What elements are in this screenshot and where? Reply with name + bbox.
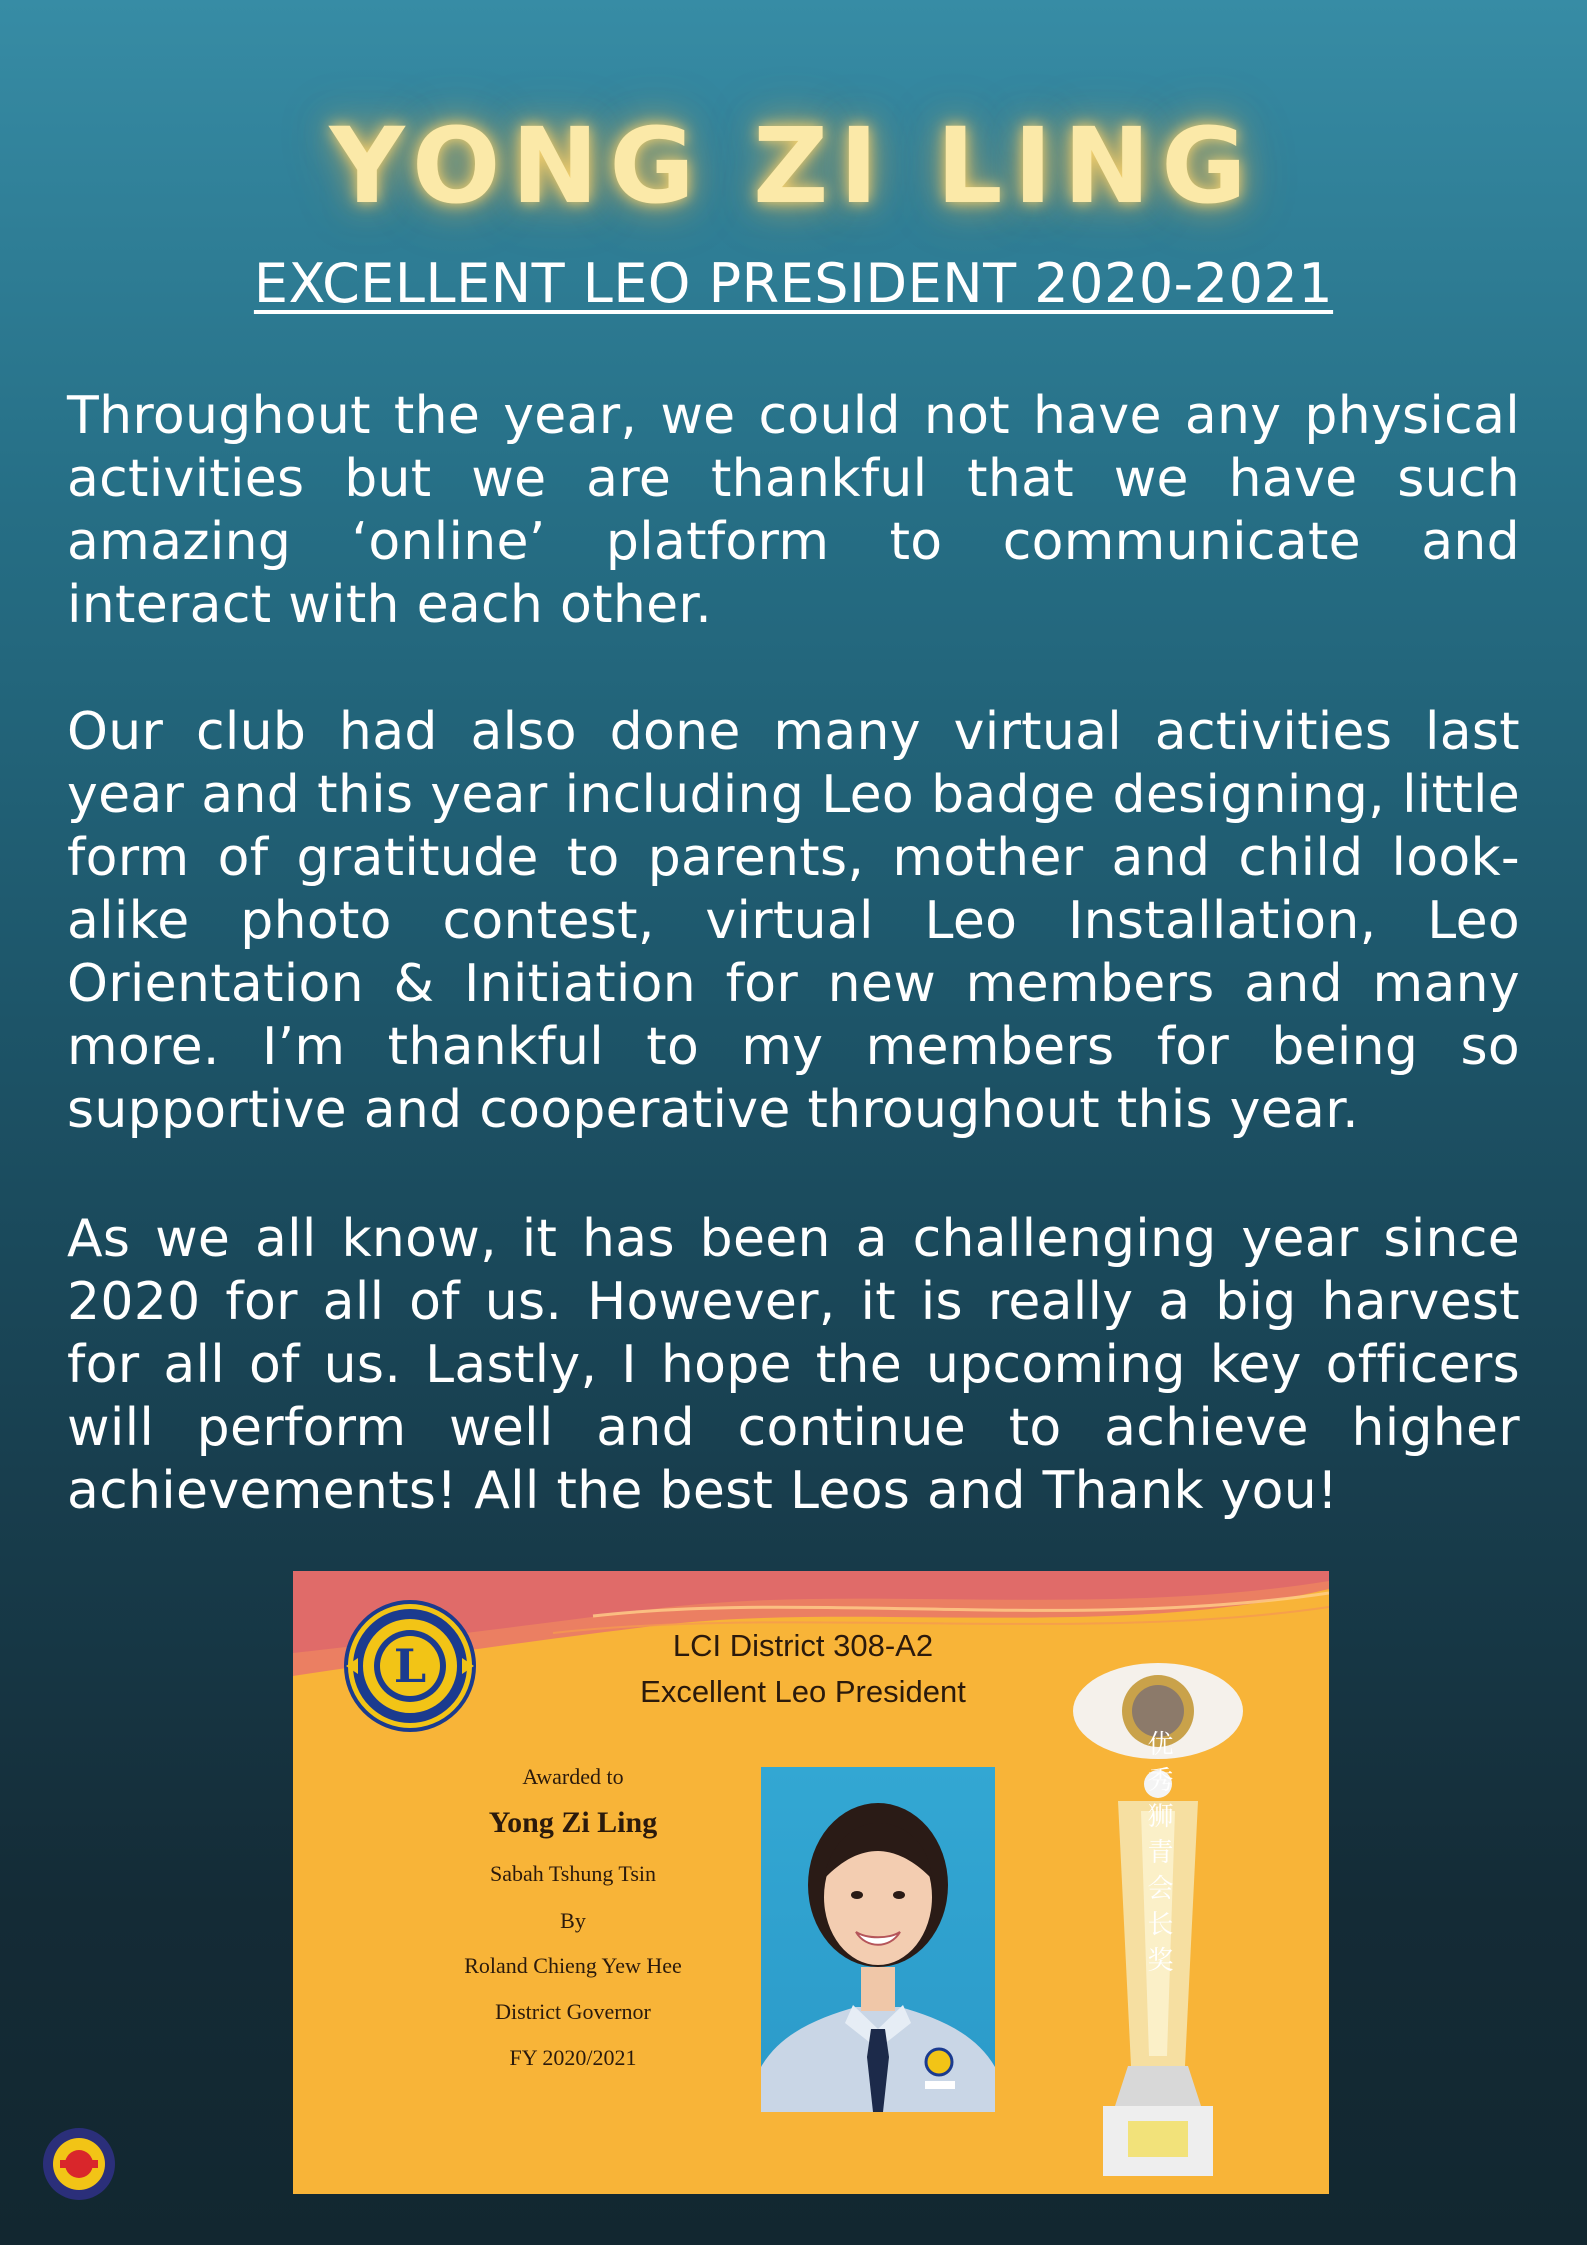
paragraph-online-platform: Throughout the year, we could not have any physical activities but we are thankful that we have such amazing ‘online’ platform to communicate and interact with each other. xyxy=(67,386,1520,635)
award-subtitle-text: EXCELLENT LEO PRESIDENT 2020-2021 xyxy=(253,252,1334,315)
award-subtitle xyxy=(0,252,1587,315)
page-title: YONG ZI LING xyxy=(329,105,1258,227)
certificate-fiscal-year: FY 2020/2021 xyxy=(509,2045,637,2070)
certificate-district-heading: LCI District 308-A2 xyxy=(672,1628,934,1663)
lions-clubs-logo xyxy=(340,1596,480,1736)
certificate-club-name: Sabah Tshung Tsin xyxy=(489,1861,656,1886)
certificate-recipient-name: Yong Zi Ling xyxy=(488,1806,658,1839)
trophy-illustration xyxy=(1033,1616,1283,2181)
svg-text:L: L xyxy=(393,1639,427,1693)
certificate-awarded-to: Awarded to xyxy=(522,1764,624,1789)
certificate-governor-name: Roland Chieng Yew Hee xyxy=(464,1953,682,1978)
portrait-illustration xyxy=(761,1767,995,2112)
club-emblem-logo xyxy=(40,2125,118,2203)
certificate-award-heading: Excellent Leo President xyxy=(640,1674,966,1709)
certificate-governor-title: District Governor xyxy=(495,1999,651,2024)
paragraph-closing: As we all know, it has been a challenging year since 2020 for all of us. However, it is really a big harvest for all of us. Lastly, I hope the upcoming key officers will perform well and continue to achieve higher achievements! All the best Leos and Thank you! xyxy=(67,1209,1520,1521)
recipient-portrait-photo xyxy=(761,1767,995,2112)
trophy-chinese-text: 优秀狮青会长奖 xyxy=(1143,1730,1173,1982)
paragraph-virtual-activities: Our club had also done many virtual activities last year and this year including Leo badge designing, little form of gratitude to parents, mother and child look-alike photo contest, virtual Leo Installation, Leo Orientation & Initiation for new members and many more. I’m thankful to my members for being so supportive and cooperative throughout this year. xyxy=(67,702,1520,1140)
certificate-by: By xyxy=(560,1908,586,1933)
award-certificate xyxy=(293,1571,1329,2194)
